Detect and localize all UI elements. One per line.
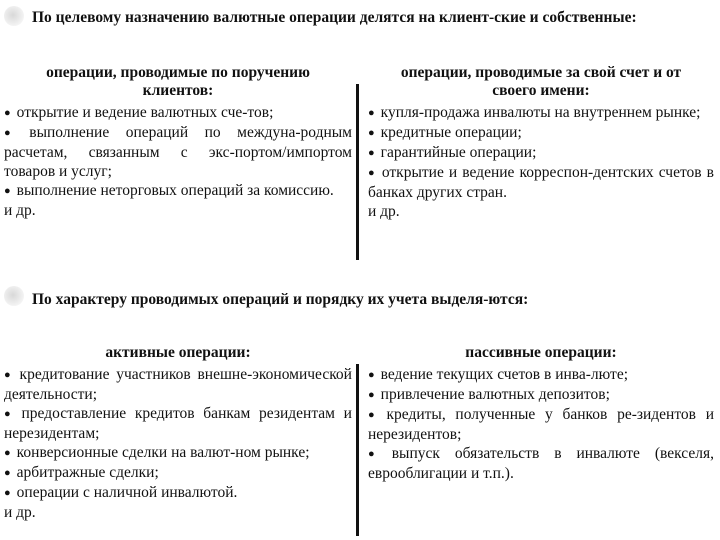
bullet-icon: ● bbox=[368, 369, 375, 381]
list-item: ● гарантийные операции; bbox=[368, 144, 537, 161]
list-item: ● кредиты, полученные у банков ре-зидентов и нерезидентов; bbox=[368, 406, 714, 443]
section2-left-column bbox=[4, 344, 352, 522]
etc-text: и др. bbox=[368, 203, 400, 220]
bullet-icon: ● bbox=[368, 167, 376, 179]
bullet-icon: ● bbox=[4, 447, 11, 459]
column-divider bbox=[356, 84, 359, 260]
list-item: ● ведение текущих счетов в инва-люте; bbox=[368, 366, 629, 383]
section1-left-title: операции, проводимые по поручению клиентов: bbox=[46, 64, 310, 99]
bullet-icon: ● bbox=[4, 127, 24, 139]
list-item: ● выполнение неторговых операций за комиссию. bbox=[4, 182, 334, 199]
section2-right-column bbox=[368, 344, 714, 483]
etc-text: и др. bbox=[4, 504, 36, 521]
bullet-icon: ● bbox=[4, 107, 11, 119]
section2-left-title: активные операции: bbox=[105, 344, 251, 361]
section2-right-title: пассивные операции: bbox=[465, 344, 617, 361]
section1-right-column bbox=[368, 64, 714, 221]
bullet-icon: ● bbox=[368, 409, 381, 421]
list-item: ● привлечение валютных депозитов; bbox=[368, 386, 610, 403]
list-item: ● выполнение операций по междуна-родным расчетам, связанным с экс-портом/импортом товаров и услуг; bbox=[4, 124, 352, 180]
list-item: ● конверсионные сделки на валют-ном рынке; bbox=[4, 444, 310, 461]
list-item: ● операции с наличной инвалютой. bbox=[4, 484, 238, 501]
list-item: ● выпуск обязательств в инвалюте (векселя, еврооблигации и т.п.). bbox=[368, 445, 714, 482]
etc-text: и др. bbox=[4, 202, 36, 219]
list-item: ● предоставление кредитов банкам резидентам и нерезидентам; bbox=[4, 405, 352, 442]
bullet-icon: ● bbox=[4, 185, 11, 197]
section-marker-2 bbox=[4, 286, 24, 306]
list-item: ● кредитные операции; bbox=[368, 124, 522, 141]
section2-heading: По характеру проводимых операций и порядку их учета выделя-ются: bbox=[32, 291, 529, 308]
bullet-icon: ● bbox=[368, 107, 375, 119]
list-item: ● купля-продажа инвалюты на внутреннем рынке; bbox=[368, 104, 701, 121]
list-item: ● кредитование участников внешне-экономической деятельности; bbox=[4, 366, 352, 403]
section1-heading: По целевому назначению валютные операции делятся на клиент-ские и собственные: bbox=[32, 9, 637, 26]
section1-left-column bbox=[4, 64, 352, 220]
bullet-icon: ● bbox=[4, 369, 14, 381]
list-item: ● открытие и ведение корреспон-дентских счетов в банках других стран. bbox=[368, 164, 714, 201]
bullet-icon: ● bbox=[4, 487, 11, 499]
list-item: ● арбитражные сделки; bbox=[4, 464, 159, 481]
section1-right-title: операции, проводимые за свой счет и от своего имени: bbox=[400, 64, 682, 99]
bullet-icon: ● bbox=[4, 467, 11, 479]
column-divider bbox=[356, 364, 359, 536]
bullet-icon: ● bbox=[368, 389, 375, 401]
bullet-icon: ● bbox=[4, 408, 16, 420]
bullet-icon: ● bbox=[368, 448, 386, 460]
bullet-icon: ● bbox=[368, 127, 375, 139]
list-item: ● открытие и ведение валютных сче-тов; bbox=[4, 104, 274, 121]
bullet-icon: ● bbox=[368, 147, 375, 159]
section-marker-1 bbox=[4, 6, 24, 26]
